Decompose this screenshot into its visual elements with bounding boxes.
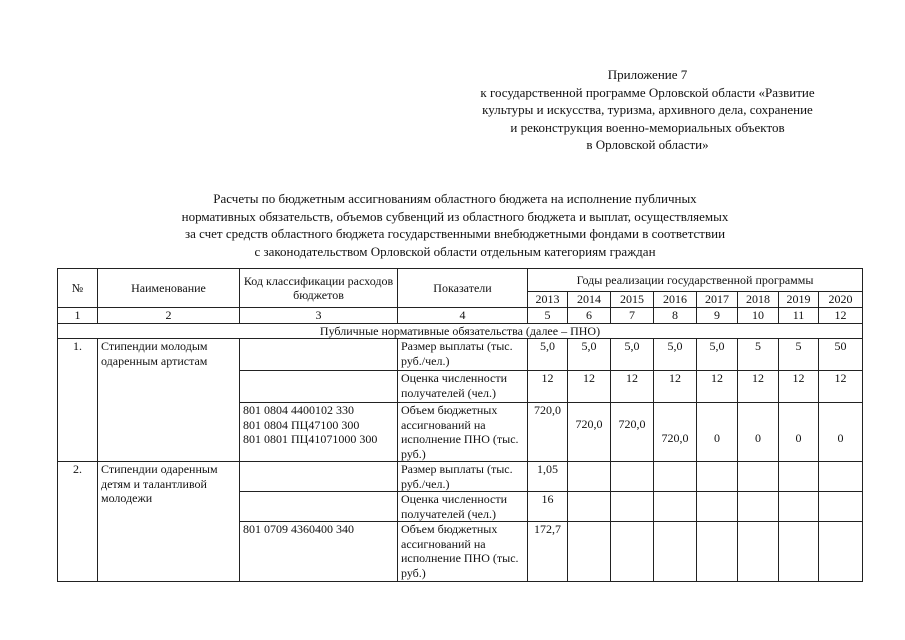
year-value <box>779 522 819 582</box>
indicator: Объем бюджетных ассигнований на исполнение ПНО (тыс. руб.) <box>398 522 528 582</box>
column-number: 1 <box>58 308 98 324</box>
year-value: 12 <box>819 371 863 403</box>
year-value: 0 <box>738 403 779 462</box>
year-value <box>738 462 779 492</box>
year-value: 16 <box>528 492 568 522</box>
year-value: 12 <box>779 371 819 403</box>
year-value: 12 <box>568 371 611 403</box>
indicator: Размер выплаты (тыс. руб./чел.) <box>398 462 528 492</box>
row-number: 2. <box>58 462 98 582</box>
year-value <box>654 522 697 582</box>
year-value: 50 <box>819 339 863 371</box>
year-value <box>697 492 738 522</box>
year-header: 2013 <box>528 292 568 308</box>
year-value: 12 <box>528 371 568 403</box>
header-indicators: Показатели <box>398 269 528 308</box>
appendix-line: культуры и искусства, туризма, архивного дела, сохранение <box>482 102 813 117</box>
year-value <box>779 492 819 522</box>
budget-code <box>240 492 398 522</box>
title-line: с законодательством Орловской области отдельным категориям граждан <box>254 243 656 259</box>
title-line: нормативных обязательств, объемов субвенций из областного бюджета и выплат, осуществляемых <box>181 208 729 224</box>
year-value: 12 <box>654 371 697 403</box>
year-header: 2015 <box>611 292 654 308</box>
header-num: № <box>58 269 98 308</box>
header-years-group: Годы реализации государственной программы <box>528 269 863 292</box>
row-number: 1. <box>58 339 98 462</box>
year-value <box>611 492 654 522</box>
column-number: 10 <box>738 308 779 324</box>
year-value: 5,0 <box>568 339 611 371</box>
year-value <box>779 462 819 492</box>
row-name: Стипендии одаренным детям и талантливой молодежи <box>98 462 240 582</box>
year-value <box>611 462 654 492</box>
year-value: 0 <box>779 403 819 462</box>
budget-code: 801 0709 4360400 340 <box>240 522 398 582</box>
year-value: 0 <box>819 403 863 462</box>
indicator: Размер выплаты (тыс. руб./чел.) <box>398 339 528 371</box>
column-number: 4 <box>398 308 528 324</box>
budget-table <box>57 268 863 582</box>
year-value: 720,0 <box>654 403 697 462</box>
appendix-line: в Орловской области» <box>586 137 709 152</box>
year-value: 12 <box>738 371 779 403</box>
column-number: 12 <box>819 308 863 324</box>
appendix-line: и реконструкция военно-мемориальных объектов <box>510 119 785 135</box>
year-value: 5,0 <box>697 339 738 371</box>
year-value <box>568 462 611 492</box>
year-header: 2016 <box>654 292 697 308</box>
header-name: Наименование <box>98 269 240 308</box>
year-value <box>568 492 611 522</box>
year-value <box>738 522 779 582</box>
year-value <box>697 522 738 582</box>
title-line: за счет средств областного бюджета государственными внебюджетными фондами в соответствии <box>184 226 726 241</box>
budget-code <box>240 371 398 403</box>
year-value <box>819 462 863 492</box>
column-number: 9 <box>697 308 738 324</box>
column-number: 3 <box>240 308 398 324</box>
column-number: 7 <box>611 308 654 324</box>
year-value: 720,0 <box>568 403 611 462</box>
document-title <box>95 190 815 260</box>
row-name: Стипендии молодым одаренным артистам <box>98 339 240 462</box>
section-header: Публичные нормативные обязательства (далее – ПНО) <box>58 323 863 339</box>
year-value: 5 <box>738 339 779 371</box>
indicator: Оценка численности получателей (чел.) <box>398 371 528 403</box>
year-value: 5,0 <box>611 339 654 371</box>
budget-code <box>240 462 398 492</box>
year-value: 1,05 <box>528 462 568 492</box>
year-value <box>611 522 654 582</box>
appendix-line: к государственной программе Орловской области «Развитие <box>480 84 815 100</box>
title-line: Расчеты по бюджетным ассигнованиям областного бюджета на исполнение публичных <box>213 191 697 206</box>
column-number: 11 <box>779 308 819 324</box>
year-value <box>654 492 697 522</box>
year-header: 2019 <box>779 292 819 308</box>
year-header: 2018 <box>738 292 779 308</box>
budget-code: 801 0804 4400102 330 801 0804 ПЦ47100 300 801 0801 ПЦ41071000 300 <box>240 403 398 462</box>
header-code: Код классификации расходов бюджетов <box>240 269 398 308</box>
year-value: 5 <box>779 339 819 371</box>
year-value <box>819 492 863 522</box>
year-value <box>568 522 611 582</box>
indicator: Объем бюджетных ассигнований на исполнение ПНО (тыс. руб.) <box>398 403 528 462</box>
budget-code <box>240 339 398 371</box>
column-number: 5 <box>528 308 568 324</box>
year-value: 172,7 <box>528 522 568 582</box>
year-value: 0 <box>697 403 738 462</box>
table-row <box>58 462 863 492</box>
column-number: 8 <box>654 308 697 324</box>
indicator: Оценка численности получателей (чел.) <box>398 492 528 522</box>
year-value <box>654 462 697 492</box>
year-value: 720,0 <box>528 403 568 462</box>
year-value: 720,0 <box>611 403 654 462</box>
year-value <box>738 492 779 522</box>
year-header: 2017 <box>697 292 738 308</box>
year-value <box>697 462 738 492</box>
year-header: 2020 <box>819 292 863 308</box>
year-header: 2014 <box>568 292 611 308</box>
appendix-line: Приложение 7 <box>607 67 688 82</box>
year-value: 5,0 <box>654 339 697 371</box>
appendix-header <box>430 66 865 154</box>
year-value: 12 <box>611 371 654 403</box>
table-row <box>58 339 863 371</box>
column-number: 6 <box>568 308 611 324</box>
year-value: 5,0 <box>528 339 568 371</box>
year-value <box>819 522 863 582</box>
column-number: 2 <box>98 308 240 324</box>
year-value: 12 <box>697 371 738 403</box>
